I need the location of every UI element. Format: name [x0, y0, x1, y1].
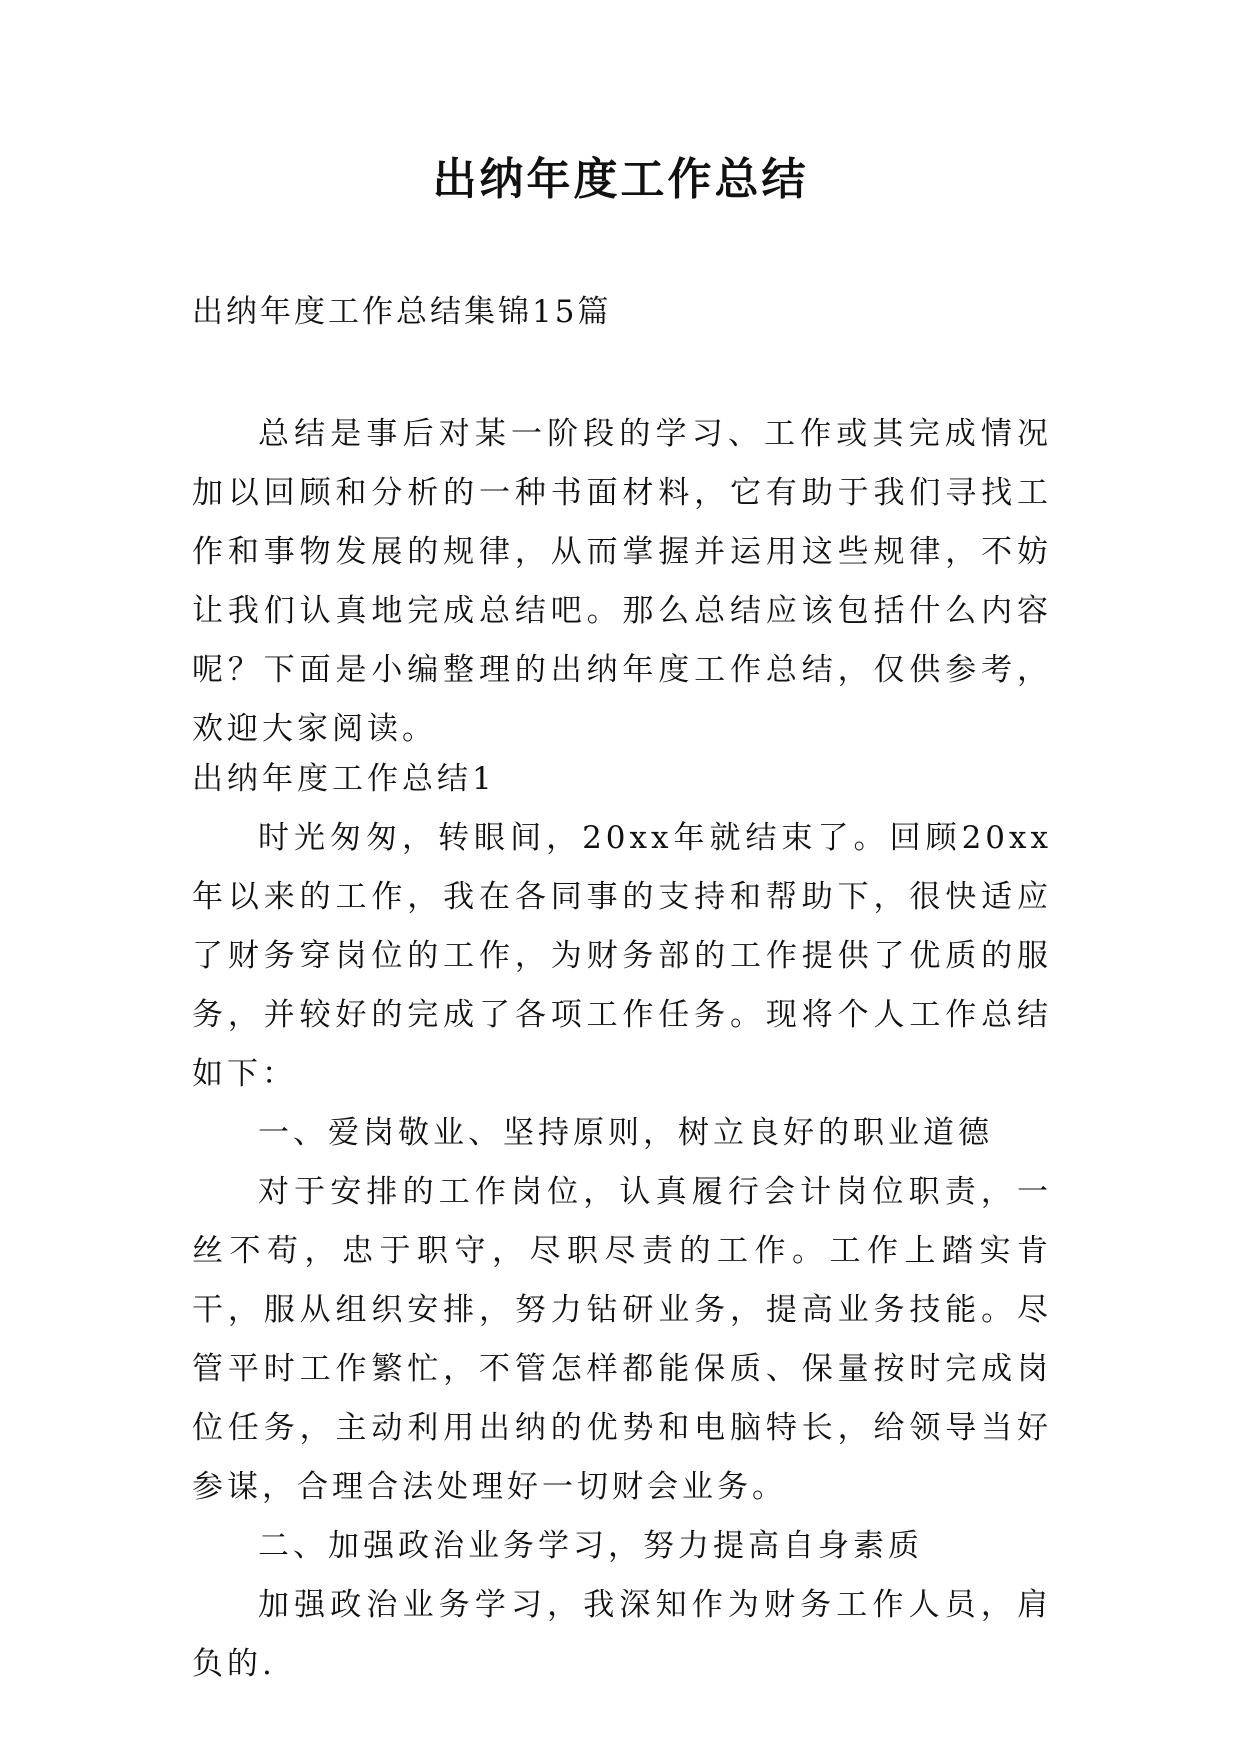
intro-paragraph: 总结是事后对某一阶段的学习、工作或其完成情况加以回顾和分析的一种书面材料，它有助于我们寻找工作和事物发展的规律，从而掌握并运用这些规律，不妨让我们认真地完成总结吧。那么总结应该包括什么内容呢？下面是小编整理的出纳年度工作总结，仅供参考，欢迎大家阅读。	[192, 416, 1052, 747]
body-paragraph: 时光匆匆，转眼间，20xx年就结束了。回顾20xx年以来的工作，我在各同事的支持和帮助下，很快适应了财务穿岗位的工作，为财务部的工作提供了优质的服务，并较好的完成了各项工作任务。现将个人工作总结如下：	[192, 820, 1052, 1092]
subheading: 二、加强政治业务学习，努力提高自身素质	[258, 1528, 923, 1564]
body-paragraph: 加强政治业务学习，我深知作为财务工作人员，肩负的.	[192, 1587, 1052, 1682]
intro-block	[192, 405, 1052, 759]
document-subtitle: 出纳年度工作总结集锦15篇	[192, 294, 612, 330]
body-paragraph: 对于安排的工作岗位，认真履行会计岗位职责，一丝不苟，忠于职守，尽职尽责的工作。工作上踏实肯干，服从组织安排，努力钻研业务，提高业务技能。尽管平时工作繁忙，不管怎样都能保质、保量按时完成岗位任务，主动利用出纳的优势和电脑特长，给领导当好参谋，合理合法处理好一切财会业务。	[192, 1174, 1052, 1505]
section-heading: 出纳年度工作总结1	[192, 761, 496, 797]
subheading: 一、爱岗敬业、坚持原则，树立良好的职业道德	[258, 1115, 993, 1151]
section-1	[192, 750, 1052, 1694]
document-title: 出纳年度工作总结	[432, 154, 809, 205]
